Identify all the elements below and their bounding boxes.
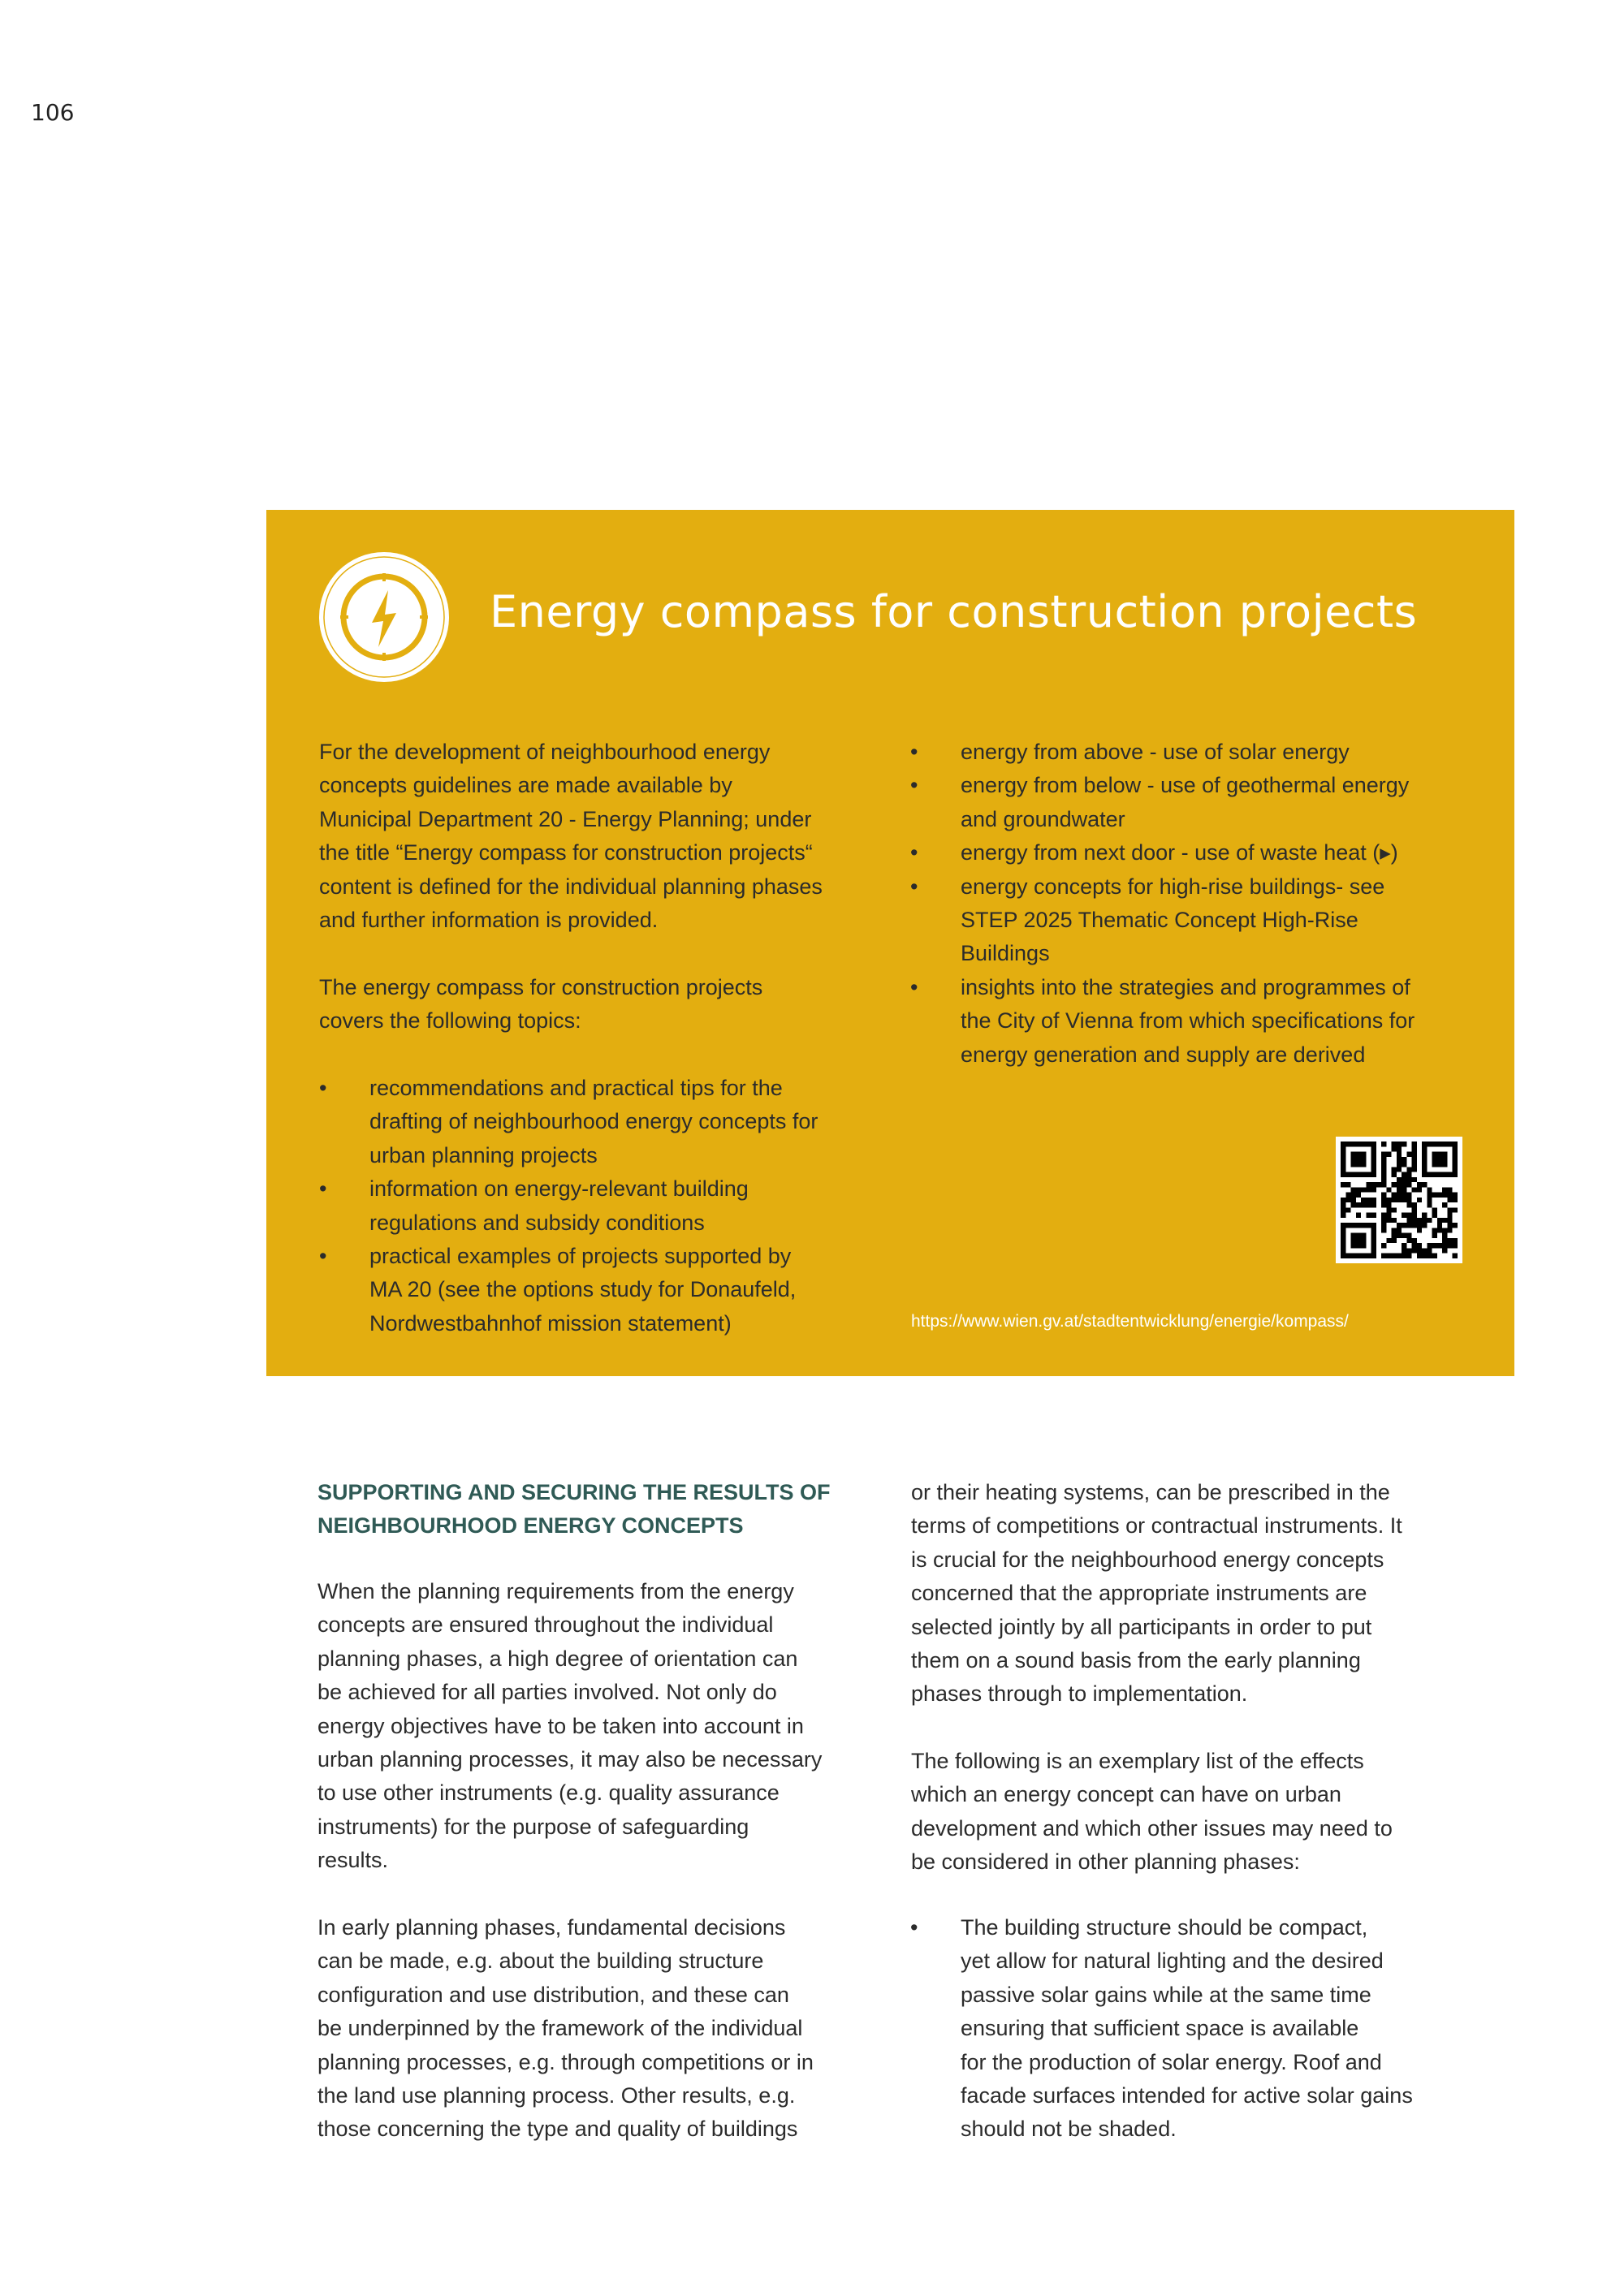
list-item-text: The building structure should be compact, yet allow for natural lighting and the desired passive solar gains while at the same time ensuring that sufficient space is available for the production of solar energy. Roof and facade surfaces intended for active solar gains should not be shaded.: [961, 1915, 1413, 2142]
bullet: •: [910, 874, 918, 899]
bullet: •: [910, 1915, 918, 1940]
kompass-link[interactable]: https://www.wien.gv.at/stadtentwicklung/energie/kompass/: [911, 1312, 1349, 1331]
list-item-text: energy concepts for high-rise buildings- see STEP 2025 Thematic Concept High-Rise Buildings: [961, 874, 1385, 966]
bullet: •: [319, 1244, 327, 1269]
bullet: •: [910, 773, 918, 798]
page-number: 106: [31, 99, 75, 126]
section-heading: SUPPORTING AND SECURING THE RESULTS OF NEIGHBOURHOOD ENERGY CONCEPTS: [317, 1480, 831, 1539]
box-right-list: [910, 736, 1415, 1072]
bullet: •: [319, 1076, 327, 1100]
list-item: [910, 736, 1415, 769]
list-item-text: practical examples of projects supported by MA 20 (see the options study for Donaufeld, Nordwestbahnhof mission statement): [369, 1244, 797, 1336]
lightning-compass-icon: [318, 551, 450, 683]
list-item-text: energy from next door - use of waste heat (▸): [961, 840, 1398, 865]
box-intro: For the development of neighbourhood energy concepts guidelines are made available by Municipal Department 20 - Energy Planning; under the title “Energy compass for construction projects“ content is defined for the individual planning phases and further information is provided.: [319, 740, 823, 933]
list-item: [910, 870, 1415, 971]
bullet: •: [319, 1176, 327, 1202]
list-item-text: energy from below - use of geothermal energy and groundwater: [961, 773, 1410, 831]
qr-code[interactable]: [1336, 1137, 1462, 1263]
bullet: •: [910, 840, 918, 865]
paragraph: The following is an exemplary list of the effects which an energy concept can have on urban development and which other issues may need to be considered in other planning phases:: [911, 1749, 1393, 1875]
list-item-text: energy from above - use of solar energy: [961, 740, 1350, 764]
list-item-text: information on energy-relevant building regulations and subsidy conditions: [369, 1176, 749, 1235]
list-item: [319, 1172, 818, 1240]
bullet: •: [910, 974, 918, 999]
list-item-text: recommendations and practical tips for the drafting of neighbourhood energy concepts for urban planning projects: [369, 1076, 818, 1167]
list-item: [910, 1911, 1413, 2147]
bullet: •: [910, 740, 918, 764]
list-item: [910, 971, 1415, 1072]
list-item: [910, 836, 1415, 870]
paragraph: or their heating systems, can be prescribed in the terms of competitions or contractual instruments. It is crucial for the neighbourhood energy concepts concerned that the appropriate instruments are selected jointly by all participants in order to put them on a sound basis from the early planning phases through to implementation.: [911, 1480, 1402, 1707]
box-left-list: [319, 1072, 818, 1340]
list-item-text: insights into the strategies and programmes of the City of Vienna from which specifications for energy generation and supply are derived: [961, 974, 1415, 1067]
box-topics-intro: The energy compass for construction projects covers the following topics:: [319, 975, 763, 1034]
paragraph: When the planning requirements from the energy concepts are ensured throughout the individual planning phases, a high degree of orientation can be achieved for all parties involved. Not only do energy objectives have to be taken into account in urban planning processes, it may also be necessary to use other instruments (e.g. quality assurance instruments) for the purpose of safeguarding results.: [317, 1579, 823, 1873]
list-item: [319, 1072, 818, 1172]
list-item: [319, 1240, 818, 1340]
list-item: [910, 769, 1415, 836]
box-title: Energy compass for construction projects: [490, 586, 1418, 637]
paragraph: In early planning phases, fundamental decisions can be made, e.g. about the building structure configuration and use distribution, and these can be underpinned by the framework of the individual planning processes, e.g. through competitions or in the land use planning process. Other results, e.g. those concerning the type and quality of buildings: [317, 1915, 814, 2142]
